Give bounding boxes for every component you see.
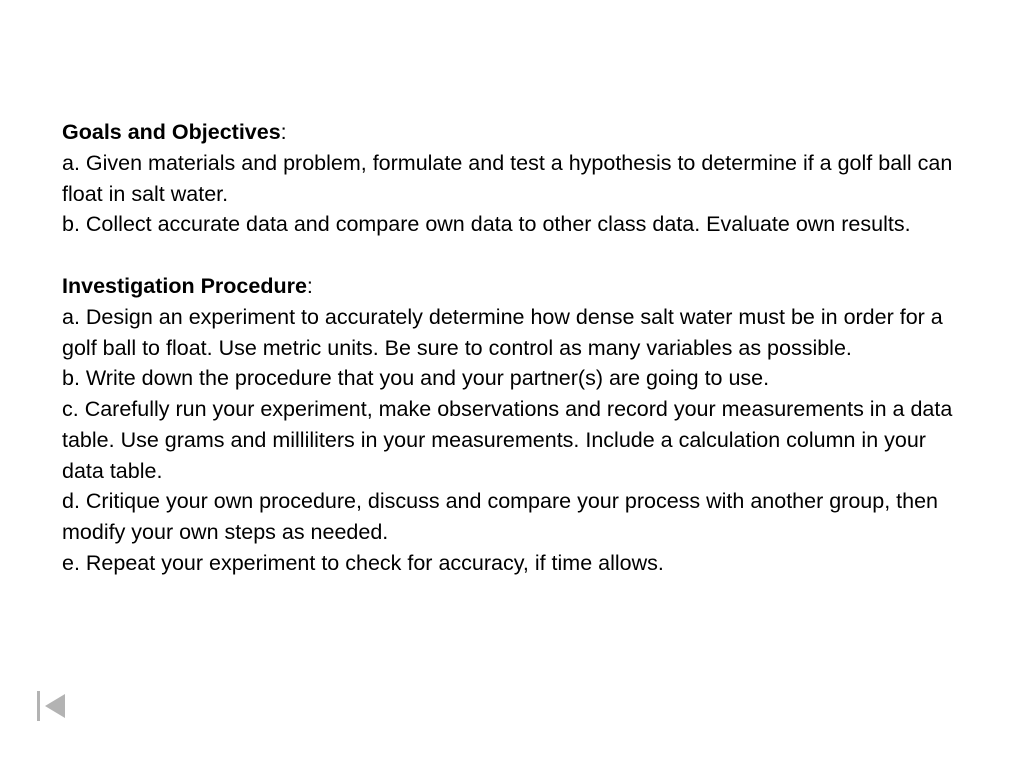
- procedure-heading: Investigation Procedure: [62, 274, 307, 298]
- goals-item-a: a. Given materials and problem, formulate and test a hypothesis to determine if a golf ball can float in salt water.: [62, 150, 953, 206]
- procedure-item-e: e. Repeat your experiment to check for accuracy, if time allows.: [62, 550, 664, 575]
- procedure-item-d: d. Critique your own procedure, discuss and compare your process with another group, then modify your own steps as needed.: [62, 489, 938, 544]
- goals-heading-colon: :: [280, 120, 287, 144]
- procedure-item-c: c. Carefully run your experiment, make observations and record your measurements in a data table. Use grams and milliliters in your measurements. Include a calculation column in your data table.: [62, 397, 953, 483]
- skip-to-first-icon: [37, 691, 67, 721]
- procedure-heading-colon: :: [306, 274, 313, 298]
- procedure-item-b: b. Write down the procedure that you and your partner(s) are going to use.: [62, 366, 770, 391]
- section-spacer: [62, 240, 962, 271]
- first-slide-button[interactable]: [37, 691, 67, 721]
- slide-content: [62, 117, 962, 579]
- procedure-heading-line: [62, 271, 962, 302]
- goals-heading-line: [62, 117, 962, 148]
- procedure-item-a: a. Design an experiment to accurately determine how dense salt water must be in order for a golf ball to float. Use metric units. Be sure to control as many variables as possible.: [62, 304, 943, 360]
- goals-heading: Goals and Objectives: [62, 120, 281, 144]
- goals-item-b: b. Collect accurate data and compare own data to other class data. Evaluate own results.: [62, 212, 911, 237]
